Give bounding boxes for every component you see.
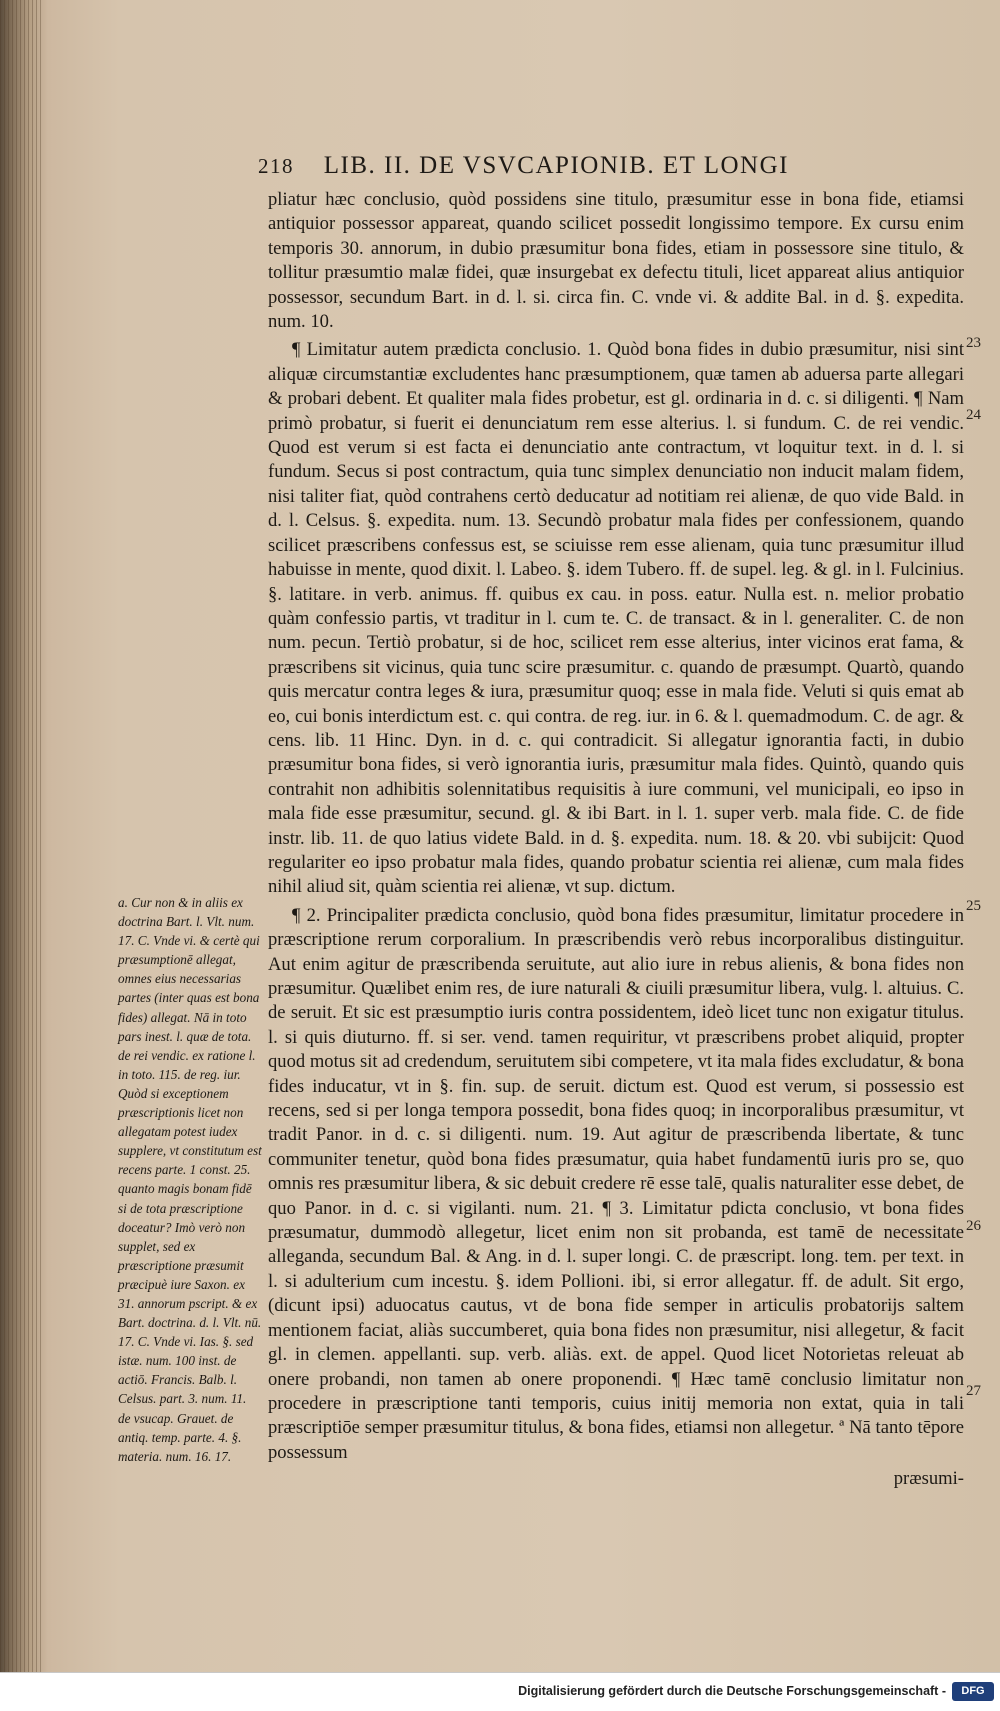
margin-number: 27 bbox=[966, 1383, 981, 1399]
footer-bar bbox=[0, 1672, 1000, 1711]
body-paragraph: ¶ 2. Principaliter prædicta conclusio, quòd bona fides præsumitur, limitatur procedere in præscriptione rerum corporalium. In præscribendis verò rebus incorporalibus distinguitur. Aut enim agitur de præscribenda seruitute, aut alio iure in rebus alienis, & bona fides non præsumitur. Quælibet enim res, de iure naturali & ciuili præsumitur libera, vulg. l. altuius. C. de seruit. Et sic est præsumptio iuris contra possidentem, ideò licet tunc non exigatur titulus. l. si quis diuturno. ff. si ser. vend. tamen requiritur, vt præscribens probet aliquid, propter quod motus sit ad credendum, seruitutem sibi competere, vt ita mala fides excludatur, & bona fides inducatur, vt in §. fin. sup. de seruit. dictum est. Quod est verum, si possessio est recens, sed si per longa tempora possedit, bona fides quoq; in incorporalibus præsumitur, vt tradit Panor. in d. c. si diligenti. num. 19. Aut agitur de præscribenda libertate, & tunc communiter tenetur, quòd bona fides præsumatur, quia habet fundamentū iuris pro se, quo omnis res præsumitur libera, & sic debuit credere rē esse talē, qualis naturaliter esse debet, de quo Panor. in d. c. si vigilanti. num. 21. ¶ 3. Limitatur pdicta conclusio, vt bona fides præsumatur, dummodò allegetur, licet enim non sit probanda, est tamē de necessitate alleganda, secundum Bal. & Ang. in d. l. super longi. C. de præscript. long. tem. per text. in l. si adulterium cum incestu. §. idem Pollioni. ibi, si error allegatur. ff. de adult. Sit ergo, (dicunt ipsi) aduocatus cautus, vt de bona fide semper in articulis probatorijs saltem mentionem faciat, aliàs succumberet, quia bona fides non præsumitur, nisi allegetur, & facit gl. in clemen. appellanti. sup. verb. aliàs. ext. de appel. Quod licet Notorietas releuat ab onere probandi, non tamen ab onere proponendi. ¶ Hæc tamē conclusio limitatur non procedere in præscriptione tanti temporis, cuius initij memoria non extat, quia in tali præscriptiōe semper præsumitur titulus, & bona fides, etiamsi non allegetur. ª Nā tanto tēpore possessum bbox=[268, 904, 964, 1463]
main-text-column bbox=[268, 188, 964, 1492]
catchword: præsumi- bbox=[893, 1468, 964, 1490]
margin-number: 23 bbox=[966, 335, 981, 351]
margin-number: 24 bbox=[966, 407, 981, 423]
funding-credit: Digitalisierung gefördert durch die Deutsche Forschungsgemeinschaft - bbox=[518, 1684, 946, 1698]
page-edge-stack bbox=[0, 0, 44, 1672]
margin-number: 25 bbox=[966, 898, 981, 914]
page-number: 218 bbox=[258, 154, 294, 178]
margin-number: 26 bbox=[966, 1218, 981, 1234]
body-paragraph: pliatur hæc conclusio, quòd possidens sine titulo, præsumitur esse in bona fide, etiamsi antiquior possessor appareat, quando scilicet possedit longissimo tempore. Ex cursu enim temporis 30. annorum, in dubio præsumitur bona fides, etiam in possessore sine titulo, & tollitur præsumtio malæ fidei, quæ insurgebat ex defectu tituli, licet appareat alius antiquior possessor, secundum Bart. in d. l. si. circa fin. C. vnde vi. & addite Bal. in d. §. expedita. num. 10. bbox=[268, 189, 964, 333]
body-paragraph: ¶ Limitatur autem prædicta conclusio. 1. Quòd bona fides in dubio præsumitur, nisi sint aliquæ circumstantiæ excludentes hanc præsumptionem, quæ tamen ab aduersa parte allegari & probari debent. Et qualiter mala fides probetur, est gl. ordinaria in d. c. si diligenti. ¶ Nam primò probatur, si fuerit ei denunciatum rem esse alterius. l. si fundum. C. de rei vendic. Quod est verum si est facta ei denunciatio ante contractum, vt loquitur text. in d. l. si fundum. Secus si post contractum, quia tunc simplex denunciatio non inducit malam fidem, nisi taliter fiat, quòd contrahens certò deducatur ad notitiam rei alienæ, de quo vide Bald. in d. l. Celsus. §. expedita. num. 13. Secundò probatur mala fides per confessionem, quando scilicet præscribens confessus est, se sciuisse rem esse alienam, quia tunc præsumitur illud habuisse in mente, quod dixit. l. Labeo. §. idem Tubero. ff. de supel. leg. & gl. in l. Fulcinius. §. latitare. in verb. animus. ff. quibus ex cau. in poss. eatur. Nulla est. n. melior probatio quàm confessio partis, vt traditur in l. cum te. C. de transact. & in l. generaliter. C. de non num. pecun. Tertiò probatur, si de hoc, scilicet rem esse alterius, inter vicinos erat fama, & præscribens sit vicinus, quia tunc scire præsumitur. c. quando de præsumpt. Quartò, quando quis mercatur contra leges & iura, præsumitur quoq; esse in mala fide. Veluti si quis emat ab eo, cui bonis interdictum est. c. qui contra. de reg. iur. in 6. & l. quemadmodum. C. de agr. & cens. lib. 11 Hinc. Dyn. in d. c. qui contradicit. Si allegatur ignorantia facti, in dubio præsumitur bona fides, si verò ignorantia iuris, præsumitur mala fides. Quintò, quando quis contrahit non adhibitis solennitatibus requisitis à iure communi, vel municipali, eo ipso in mala fide esse præsumitur, secund. gl. & ibi Bart. in l. 1. super verb. mala fide. C. de fide instr. lib. 11. de quo latius videte Bald. in d. §. expedita. num. 18. & 20. vbi subijcit: Quod regulariter eo ipso probatur mala fides, quando probatur scientia rei alienæ, cum mala fides nihil aliud sit, quàm scientia rei alienæ, vt sup. dictum. bbox=[268, 339, 964, 898]
margin-annotation: a. Cur non & in aliis ex doctrina Bart. l. Vlt. num. 17. C. Vnde vi. & certè qui præsumptionē allegat, omnes eius necessarias partes (inter quas est bona fides) allegat. Nā in toto pars inest. l. quæ de tota. de rei vendic. ex ratione l. in toto. 115. de reg. iur. Quòd si exceptionem præscriptionis licet non allegatam potest iudex supplere, vt constitutum est recens parte. 1 const. 25. quanto magis bonam fidē si de tota præscriptione doceatur? Imò verò non supplet, sed ex præscriptione præsumit præcipuè iure Saxon. ex 31. annorum pscript. & ex Bart. doctrina. d. l. Vlt. nū. 17. C. Vnde vi. Ias. §. sed istæ. num. 100 inst. de actiō. Francis. Balb. l. Celsus. part. 3. num. 11. de vsucap. Grauet. de antiq. temp. parte. 4. §. materia. num. 16. 17. bbox=[118, 895, 262, 1464]
running-header bbox=[258, 152, 958, 188]
dfg-logo-icon: DFG bbox=[952, 1682, 994, 1701]
running-title: LIB. II. DE VSVCAPIONIB. ET LONGI bbox=[323, 152, 789, 179]
